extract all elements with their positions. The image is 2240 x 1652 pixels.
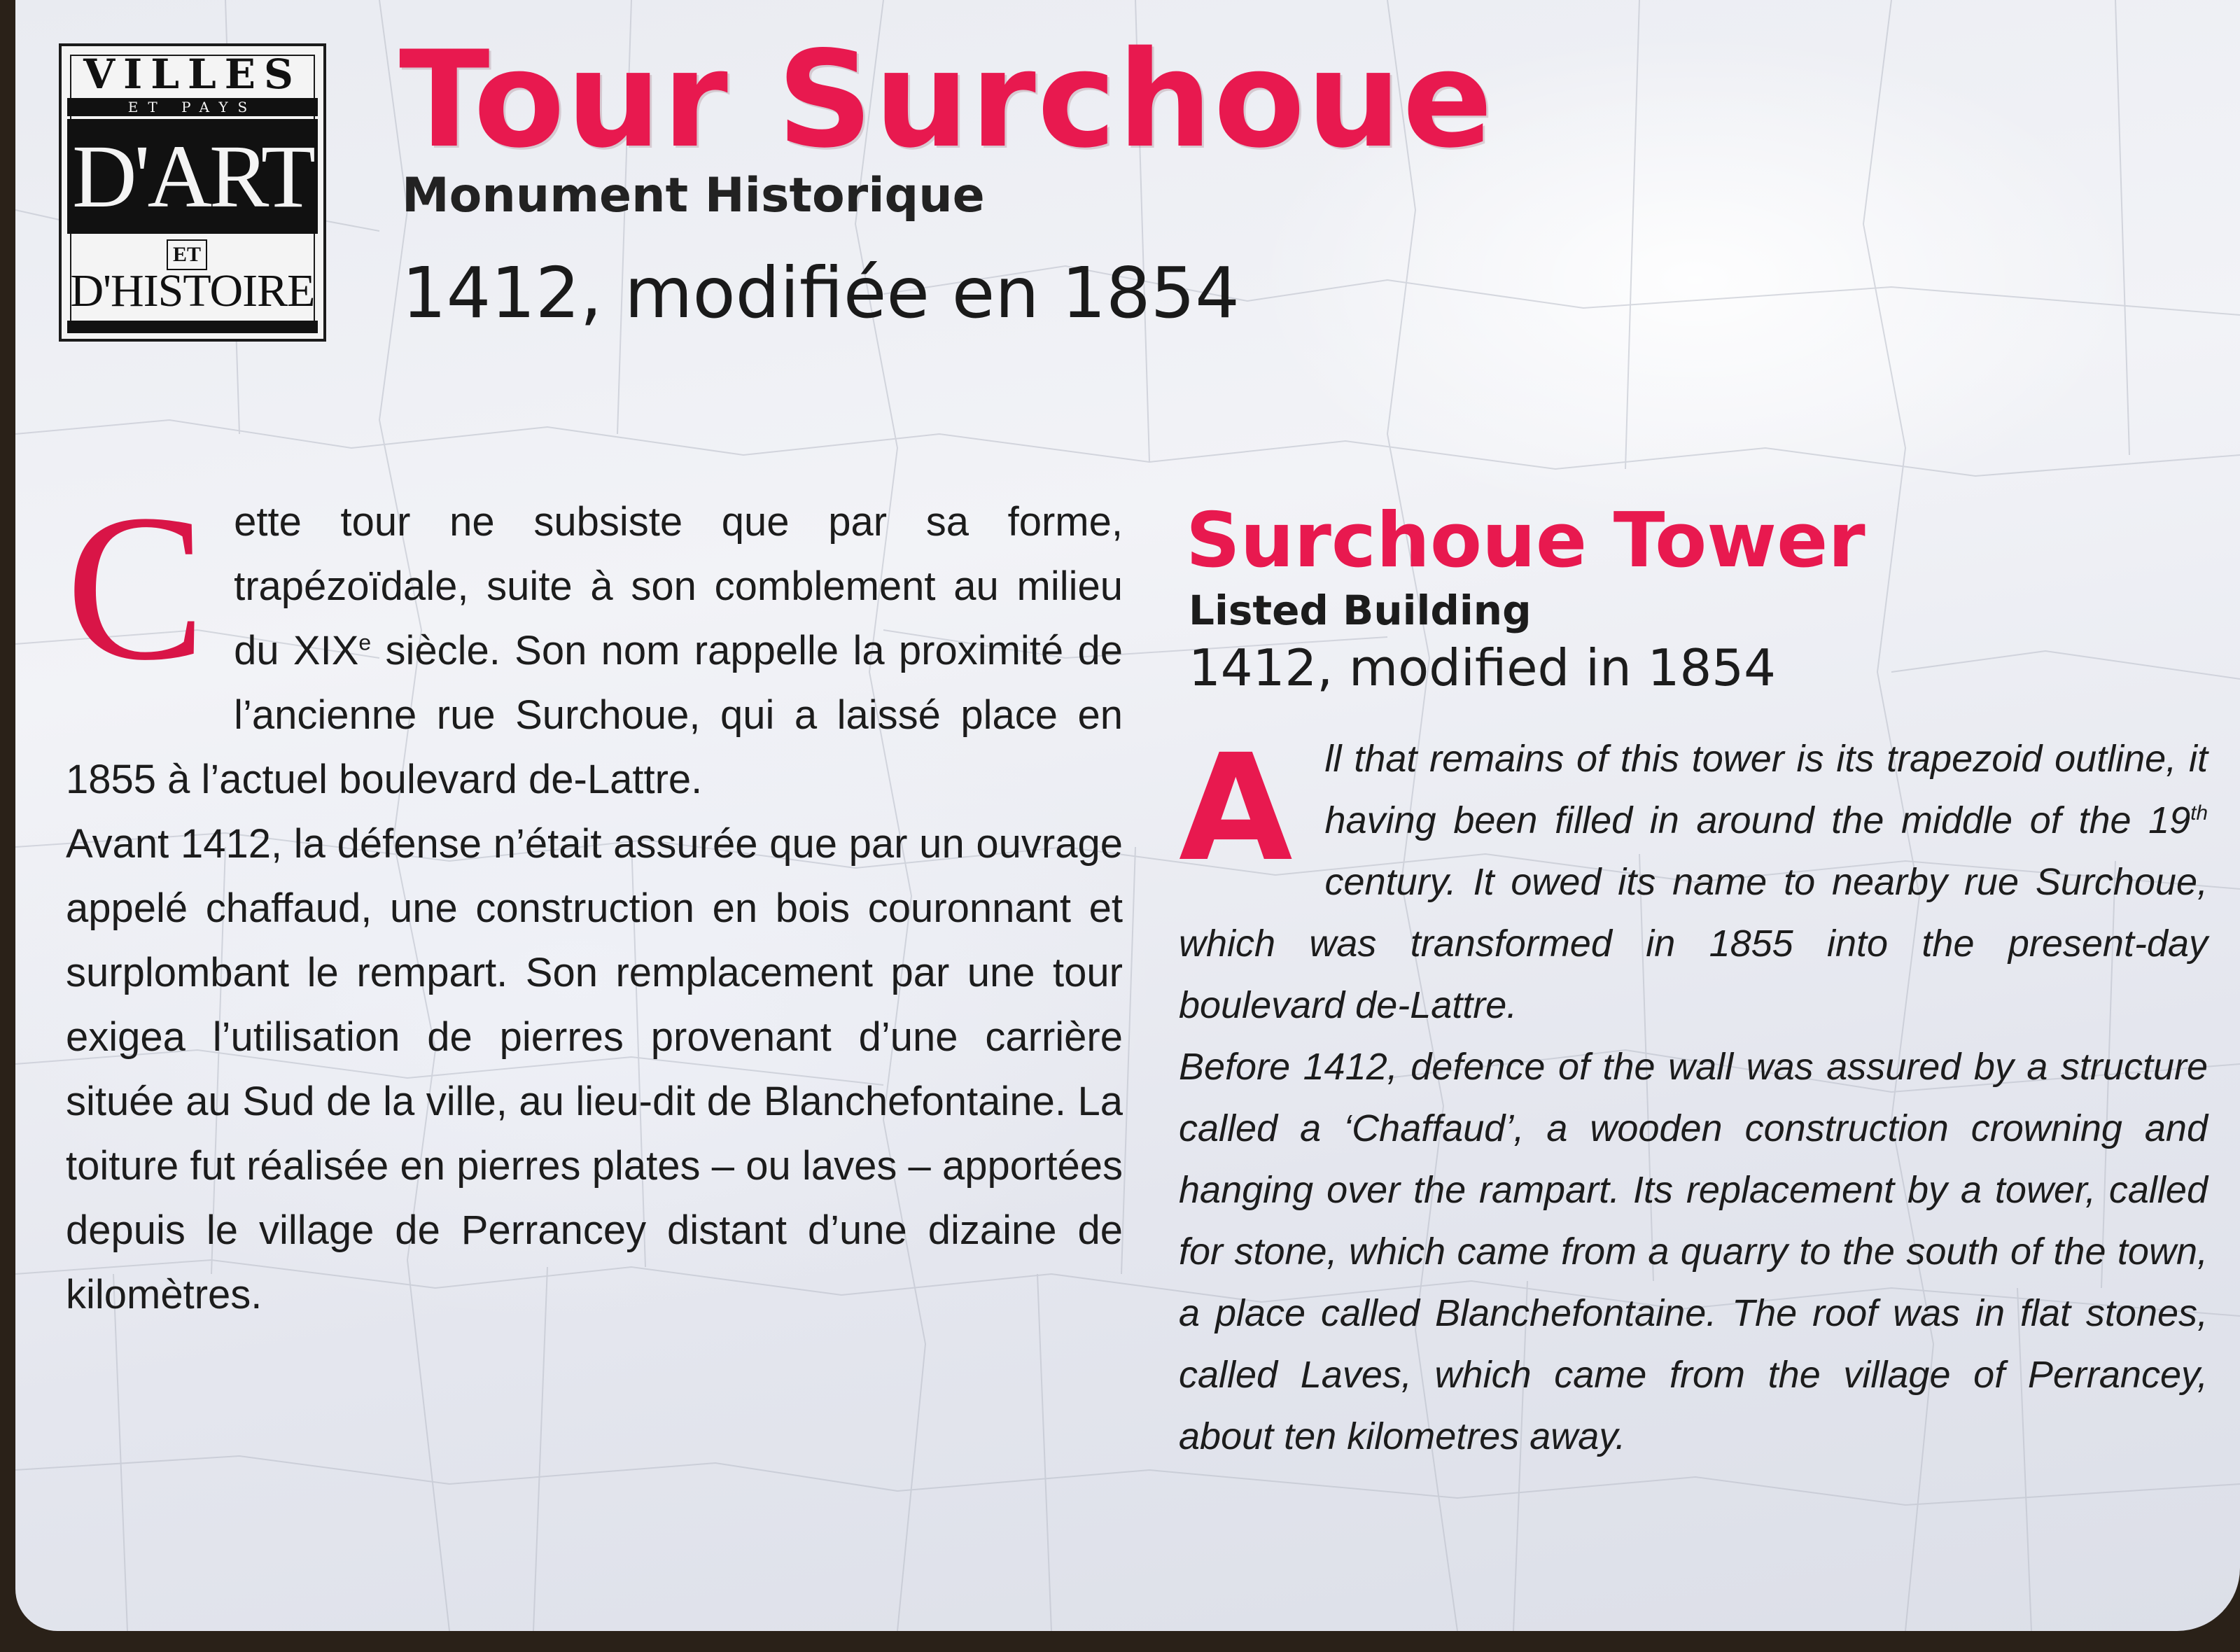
logo-dart: D'ART: [67, 119, 318, 234]
english-column: [1179, 722, 2208, 1467]
villes-art-histoire-logo: [59, 43, 326, 342]
logo-bottom-bar: [67, 321, 318, 333]
plaque-board: [15, 0, 2240, 1631]
english-paragraph-1: [1179, 722, 2208, 1036]
french-p1-text-b: siècle. Son nom rappelle la proximité de l’ancienne rue Surchoue, qui a laissé place en 1855 à l’actuel boulevard de-Lattre.: [66, 628, 1123, 802]
page-subtitle: Monument Historique: [402, 168, 985, 223]
english-dropcap: A: [1179, 722, 1293, 894]
logo-et: ET: [167, 239, 207, 270]
french-dropcap: C: [66, 471, 206, 704]
english-dates: 1412, modified in 1854: [1189, 638, 1776, 697]
page-title: Tour Surchoue: [399, 22, 1494, 177]
french-p1-sup: e: [358, 629, 372, 655]
french-paragraph-2: Avant 1412, la défense n’était assurée que par un ouvrage appelé chaffaud, une construction en bois couronnant et surplombant le rempart. Son remplacement par une tour exigea l’utilisation de pierres provenant d’une carrière située au Sud de la ville, au lieu-dit de Blanchefontaine. La toiture fut réalisée en pierres plates – ou laves – apportées depuis le village de Perrancey distant d’une dizaine de kilomètres.: [66, 821, 1123, 1317]
french-column: [66, 471, 1123, 1327]
english-p1-text-b: century. It owed its name to nearby rue Surchoue, which was transformed in 1855 into the present-day boulevard de-Lattre.: [1179, 861, 2208, 1026]
french-p1-text-a: ette tour ne subsiste que par sa forme, trapézoïdale, suite à son comblement au milieu du XIX: [234, 499, 1123, 673]
logo-dhistoire: D'HISTOIRE: [70, 265, 315, 316]
english-title: Surchoue Tower: [1186, 497, 1865, 584]
logo-villes: VILLES: [83, 50, 302, 98]
page-dates: 1412, modifiée en 1854: [402, 252, 1240, 334]
english-p1-sup: th: [2190, 802, 2208, 825]
logo-et-pays: ET PAYS: [67, 98, 318, 116]
english-paragraph-2: Before 1412, defence of the wall was assured by a structure called a ‘Chaffaud’, a wooden construction crowning and hanging over the rampart. Its replacement by a tower, called for stone, which came from a quarry to the south of the town, a place called Blanchefontaine. The roof was in flat stones, called Laves, which came from the village of Perrancey, about ten kilometres away.: [1179, 1046, 2208, 1457]
english-p1-text-a: ll that remains of this tower is its trapezoid outline, it having been filled in around the middle of the 19: [1324, 738, 2208, 841]
english-subtitle: Listed Building: [1189, 587, 1532, 634]
french-paragraph-1: [66, 471, 1123, 812]
